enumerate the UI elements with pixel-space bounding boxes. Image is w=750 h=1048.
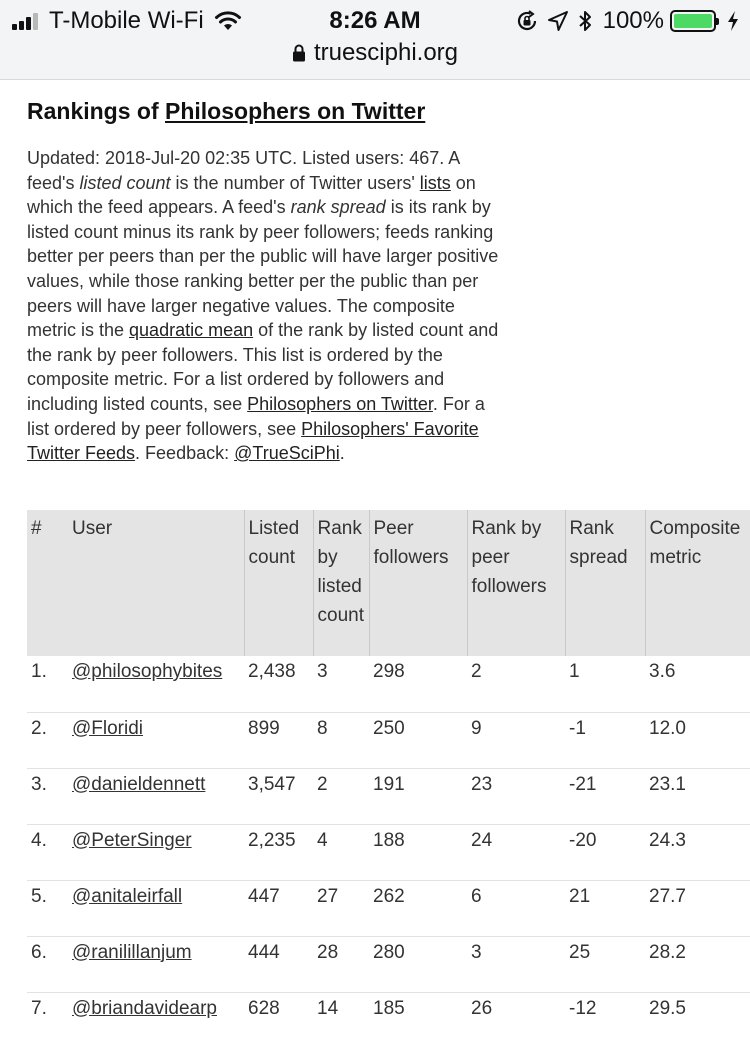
page-content (27, 96, 750, 1019)
cell-peer-followers: 250 (369, 712, 467, 768)
intro-text: . (339, 443, 345, 464)
cell-rank-listed: 27 (313, 880, 369, 936)
cell-rank-spread: -21 (565, 768, 645, 824)
header-rank-by-peer-followers: Rank by peer followers (467, 510, 565, 656)
table-row (27, 712, 750, 768)
browser-chrome (0, 0, 750, 80)
cell-peer-followers: 185 (369, 992, 467, 1048)
cell-rank-spread: 1 (565, 656, 645, 712)
cell-peer-followers: 188 (369, 824, 467, 880)
cell-rank-listed: 4 (313, 824, 369, 880)
cell-rank-listed: 2 (313, 768, 369, 824)
cell-rank-peer: 9 (467, 712, 565, 768)
cell-peer-followers: 191 (369, 768, 467, 824)
cell-number: 5. (27, 880, 68, 936)
header-listed-count: Listed count (244, 510, 313, 656)
intro-text: of the rank by listed count and the rank by peer followers. This list is ordered by the composite metric. For a list ordered by followers and including listed counts, see (27, 320, 499, 414)
cell-peer-followers: 298 (369, 656, 467, 712)
cell-listed-count: 628 (244, 992, 313, 1048)
cell-number: 7. (27, 992, 68, 1048)
link-lists[interactable]: lists (419, 172, 451, 193)
table-row (27, 656, 750, 712)
cell-rank-listed: 8 (313, 712, 369, 768)
cell-user (68, 768, 244, 824)
link-feedback[interactable]: @TrueSciPhi (234, 443, 340, 464)
charging-bolt-icon (726, 10, 740, 32)
user-link[interactable]: @anitaleirfall (72, 885, 183, 907)
cell-number: 1. (27, 656, 68, 712)
intro-text: . For a list ordered by peer followers, see (27, 393, 485, 439)
cell-user (68, 992, 244, 1048)
cell-number: 4. (27, 824, 68, 880)
page-title (27, 96, 750, 126)
cell-composite: 23.1 (645, 768, 750, 824)
user-link[interactable]: @ranilillanjum (72, 941, 192, 963)
cell-user (68, 824, 244, 880)
cell-rank-peer: 24 (467, 824, 565, 880)
cell-number: 2. (27, 712, 68, 768)
cell-rank-listed: 3 (313, 656, 369, 712)
header-user: User (68, 510, 244, 656)
title-link-philosophers-on-twitter[interactable]: Philosophers on Twitter (165, 98, 426, 124)
cell-user (68, 712, 244, 768)
header-peer-followers: Peer followers (369, 510, 467, 656)
cell-rank-peer: 3 (467, 936, 565, 992)
user-link[interactable]: @briandavidearp (72, 997, 217, 1019)
table-row (27, 768, 750, 824)
cell-rank-listed: 28 (313, 936, 369, 992)
cell-composite: 24.3 (645, 824, 750, 880)
cell-rank-spread: -1 (565, 712, 645, 768)
location-icon (547, 10, 569, 32)
cell-composite: 28.2 (645, 936, 750, 992)
cell-composite: 27.7 (645, 880, 750, 936)
clock: 8:26 AM (329, 7, 421, 34)
cell-composite: 12.0 (645, 712, 750, 768)
link-favorite-feeds[interactable]: Philosophers' Favorite Twitter Feeds (27, 418, 479, 464)
table-row (27, 992, 750, 1048)
cell-composite: 3.6 (645, 656, 750, 712)
intro-text: is the number of Twitter users' (170, 172, 420, 193)
cell-listed-count: 899 (244, 712, 313, 768)
rankings-table (27, 510, 750, 1048)
cell-listed-count: 444 (244, 936, 313, 992)
lock-icon (292, 44, 306, 62)
intro-text: on which the feed appears. A feed's (27, 172, 476, 218)
cell-listed-count: 3,547 (244, 768, 313, 824)
cell-rank-spread: -20 (565, 824, 645, 880)
link-quadratic-mean[interactable]: quadratic mean (129, 320, 254, 341)
table-row (27, 936, 750, 992)
orientation-lock-icon (515, 9, 539, 33)
intro-em-rank-spread: rank spread (290, 197, 386, 218)
cell-rank-peer: 2 (467, 656, 565, 712)
battery-icon (670, 10, 716, 32)
cell-number: 3. (27, 768, 68, 824)
header-rank-by-listed-count: Rank by listed count (313, 510, 369, 656)
bluetooth-icon (577, 9, 593, 33)
intro-paragraph (27, 146, 505, 466)
cell-user (68, 656, 244, 712)
header-rank-spread: Rank spread (565, 510, 645, 656)
user-link[interactable]: @Floridi (72, 717, 144, 739)
carrier-label: T-Mobile Wi-Fi (49, 7, 204, 34)
header-composite-metric: Composite metric (645, 510, 750, 656)
user-link[interactable]: @PeterSinger (72, 829, 192, 851)
cell-user (68, 936, 244, 992)
cell-rank-peer: 26 (467, 992, 565, 1048)
table-row (27, 824, 750, 880)
cell-rank-listed: 14 (313, 992, 369, 1048)
battery-percent: 100% (602, 7, 664, 34)
url-domain: truesciphi.org (313, 39, 459, 66)
cell-user (68, 880, 244, 936)
table-body (27, 656, 750, 1048)
intro-text: Updated: 2018-Jul-20 02:35 UTC. Listed users: 467. A feed's (27, 148, 460, 193)
cell-peer-followers: 280 (369, 936, 467, 992)
table-row (27, 880, 750, 936)
cell-listed-count: 2,438 (244, 656, 313, 712)
header-rank-number: # (27, 510, 68, 656)
title-prefix: Rankings of (27, 98, 166, 124)
status-bar (0, 6, 750, 36)
address-bar[interactable] (0, 37, 750, 69)
cell-peer-followers: 262 (369, 880, 467, 936)
cell-number: 6. (27, 936, 68, 992)
intro-text: is its rank by listed count minus its rank by peer followers; feeds ranking better per peers than per the public will have larger positive values, while those ranking better per the public than per peers will have larger negative values. The composite metric is the (27, 197, 499, 341)
intro-text: . Feedback: (135, 443, 235, 464)
cell-listed-count: 2,235 (244, 824, 313, 880)
table-header (27, 510, 750, 656)
intro-em-listed-count: listed count (79, 172, 171, 193)
cell-listed-count: 447 (244, 880, 313, 936)
user-link[interactable]: @danieldennett (72, 773, 206, 795)
cell-rank-peer: 23 (467, 768, 565, 824)
cell-rank-spread: 25 (565, 936, 645, 992)
user-link[interactable]: @philosophybites (72, 661, 223, 682)
cell-composite: 29.5 (645, 992, 750, 1048)
link-philosophers-on-twitter[interactable]: Philosophers on Twitter (247, 393, 433, 414)
cell-rank-spread: 21 (565, 880, 645, 936)
cell-rank-peer: 6 (467, 880, 565, 936)
cell-rank-spread: -12 (565, 992, 645, 1048)
